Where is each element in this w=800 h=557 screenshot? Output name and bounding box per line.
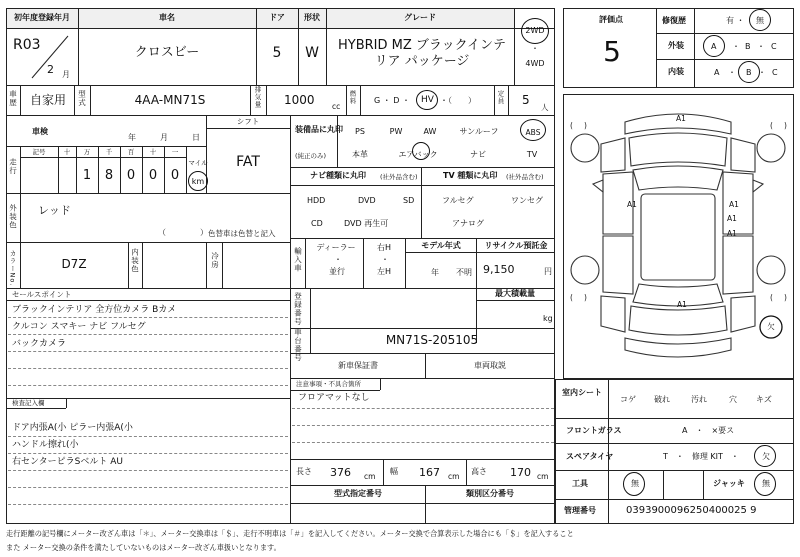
length-unit: cm — [364, 472, 376, 481]
interior-grade-b: B — [746, 68, 752, 77]
recycle-unit: 円 — [544, 267, 552, 276]
mileage-h-3: 千 — [105, 148, 113, 156]
interior-grade-a: A — [714, 68, 720, 77]
equip-abs-circle — [520, 119, 546, 141]
seat-opt-tear: 破れ — [654, 395, 670, 404]
new-car-warranty: 新車保証書 — [338, 361, 378, 370]
diag-mark-rear-bumper: A1 — [677, 300, 687, 309]
import-rh: 右H — [376, 243, 392, 252]
seat-opt-hole: 穴 — [729, 395, 737, 404]
use-label: 車歴 — [8, 90, 18, 107]
spare-selected: 欠 — [762, 452, 770, 461]
inspector-line-2: ハンドル擦れ(小 — [12, 440, 79, 450]
interior-color-label: 内装色 — [130, 248, 140, 274]
exterior-color: レッド — [38, 204, 71, 217]
tv-fullseg: フルセグ — [442, 196, 474, 205]
fuel-circle — [416, 90, 438, 110]
fuel-selected: HV — [421, 95, 434, 105]
name-header: 車名 — [159, 13, 175, 22]
color-note-close: ） — [200, 228, 208, 237]
inspection-label: 車検 — [32, 127, 48, 136]
inspector-line-1: ドア内張A(小 ピラー内張A(小 — [12, 423, 133, 433]
equip-aw: AW — [423, 127, 437, 136]
mileage-h-0: 記号 — [32, 148, 46, 156]
capacity-label: 定員 — [496, 90, 505, 105]
mileage-digit: 8 — [104, 168, 114, 183]
equip-airbag: エアバック — [398, 150, 438, 159]
fuel-options: G ・ D ・ — [374, 96, 410, 105]
insp-year-unit: 年 — [128, 133, 136, 142]
windshield-label: フロントガラス — [566, 426, 622, 435]
navi-dvd: DVD — [358, 196, 376, 205]
equip-label: 装備品に丸印 — [295, 125, 343, 134]
interior-label: 内装 — [668, 67, 684, 76]
diag-paren-lf-close: ) — [584, 121, 587, 130]
import-dealer: ディーラー — [316, 243, 356, 252]
mileage-unit-circle — [188, 171, 208, 191]
model-year-unit: 年 — [431, 268, 439, 277]
navi-cd: CD — [311, 219, 323, 228]
equip-leather: 本革 — [352, 150, 368, 159]
displacement: 1000 — [284, 93, 315, 107]
mileage-digit: 0 — [126, 168, 136, 183]
door-header: ドア — [269, 13, 285, 22]
car-body-diagram — [563, 94, 794, 379]
interior-sep-2: ・ — [758, 68, 766, 77]
exterior-sep-2: ・ — [757, 42, 765, 51]
type-label: 型式 — [77, 90, 87, 107]
sales-line-2: クルコン スマキー ナビ フルセグ — [12, 322, 146, 332]
interior-circle — [738, 61, 760, 83]
max-load-label: 最大積載量 — [495, 289, 535, 298]
score-label: 評価点 — [599, 15, 623, 24]
width: 167 — [419, 466, 440, 479]
equip-airbag-circle — [412, 142, 430, 160]
diag-missing: 欠 — [767, 322, 775, 331]
spare-circle — [754, 445, 776, 467]
exterior-grade-c: C — [771, 42, 777, 51]
footer-line-1: 走行距離の記号欄にメーター改ざん車は「＊」、メーター交換車は「＄」、走行不明車は「＃」を記入してください。メーター交換で合算表示した場合にも「＄」を記入すること — [6, 529, 574, 538]
tv-label: TV 種類に丸印 — [443, 171, 498, 180]
jack-label: ジャッキ — [713, 479, 745, 488]
shift-value: FAT — [236, 154, 260, 170]
mileage-label: 走行 — [8, 158, 18, 175]
reg-year-header: 初年度登録年月 — [14, 13, 70, 22]
shape: W — [305, 45, 319, 61]
capacity: 5 — [522, 93, 530, 107]
diag-mark-left-door: A1 — [627, 200, 637, 209]
diag-mark-left-rear: A1 — [727, 214, 737, 223]
mileage-h-4: 百 — [127, 148, 135, 156]
color-code-label: カラーNo. — [8, 250, 17, 287]
width-unit: cm — [448, 472, 460, 481]
diag-paren-rf-open: ( — [770, 121, 773, 130]
color-label: 外装色 — [8, 204, 18, 230]
model-year-label: モデル年式 — [421, 241, 461, 250]
class-number-label: 類別区分番号 — [466, 489, 514, 498]
diag-paren-rf-close: ) — [784, 121, 787, 130]
diag-paren-lf-open: ( — [570, 121, 573, 130]
import-dot-2: ・ — [381, 255, 389, 264]
equip-abs: ABS — [525, 128, 541, 137]
jack-value: 無 — [762, 479, 770, 488]
mileage-h-1: 十 — [63, 148, 71, 156]
reg-month: 2 — [47, 63, 54, 76]
drive-4wd: 4WD — [525, 59, 545, 68]
use: 自家用 — [30, 93, 67, 107]
fuel-label: 燃料 — [348, 90, 357, 105]
insp-month-unit: 月 — [160, 133, 168, 142]
tools-label: 工具 — [572, 479, 588, 488]
mileage-mile: マイル — [188, 159, 208, 167]
door-count: 5 — [272, 45, 282, 61]
owner-manual: 車両取説 — [474, 361, 506, 370]
equip-sunroof: サンルーフ — [459, 127, 499, 136]
tools-value: 無 — [631, 479, 639, 488]
shape-header: 形状 — [304, 13, 320, 22]
import-label: 輸入車 — [293, 247, 303, 273]
equip-tv: TV — [526, 150, 538, 159]
recycle-fee: 9,150 — [483, 263, 515, 276]
chassis-label: 車台番号 — [293, 328, 303, 362]
diag-mark-roof: A1 — [676, 114, 686, 123]
exterior-grade-a: A — [711, 42, 717, 51]
insp-day-unit: 日 — [192, 133, 200, 142]
tv-analog: アナログ — [452, 219, 484, 228]
car-name: クロスビー — [134, 45, 200, 60]
navi-sd: SD — [403, 196, 415, 205]
color-note: 色替車は色替と記入 — [208, 229, 276, 238]
length-label: 長さ — [296, 467, 312, 476]
exterior-sep-1: ・ — [732, 42, 740, 51]
control-number: 0393900096250400025 9 — [626, 505, 757, 516]
equip-pw: PW — [389, 127, 403, 136]
mileage-h-5: 十 — [149, 148, 157, 156]
mileage-h-2: 万 — [83, 148, 91, 156]
tv-oneseg: ワンセグ — [511, 196, 543, 205]
height: 170 — [510, 466, 531, 479]
drive-2wd-circle — [521, 18, 549, 44]
navi-dvd-play: DVD 再生可 — [344, 219, 389, 228]
grade: HYBRID MZ ブラックインテリア パッケージ — [338, 38, 506, 69]
equip-navi: ナビ — [470, 150, 486, 159]
diag-paren-lr-open: ( — [570, 293, 573, 302]
color-code: D7Z — [61, 257, 87, 271]
inspector-line-3: 右センターピラSベルト AU — [12, 457, 123, 467]
tv-sub: (社外品含む) — [506, 173, 544, 181]
repair-label: 修復歴 — [662, 16, 686, 25]
diag-mark-right-rear: A1 — [727, 229, 737, 238]
navi-sub: (社外品含む) — [380, 173, 418, 181]
diag-paren-rr-open: ( — [770, 293, 773, 302]
exterior-grade-b: B — [745, 42, 751, 51]
drive-2wd: 2WD — [525, 26, 545, 35]
length: 376 — [330, 466, 351, 479]
grade-header: グレード — [404, 13, 436, 22]
disp-unit: cc — [332, 102, 341, 111]
mileage-digit: 1 — [82, 168, 92, 183]
mileage-h-6: 一 — [171, 148, 179, 156]
fuel-other: ・（ ） — [440, 96, 476, 105]
import-parallel: 並行 — [329, 267, 345, 276]
import-lh: 左H — [376, 267, 392, 276]
import-dot: ・ — [334, 255, 342, 264]
diag-paren-lr-close: ) — [584, 293, 587, 302]
tools-circle — [623, 472, 645, 496]
interior-grade-c: C — [772, 68, 778, 77]
navi-hdd: HDD — [307, 196, 326, 205]
equip-sub: (純正のみ) — [295, 152, 327, 160]
mileage-digit: 0 — [170, 168, 180, 183]
drive-dot: ・ — [531, 44, 539, 53]
notes-line-1: フロアマットなし — [298, 393, 370, 403]
exterior-label: 外装 — [668, 41, 684, 50]
score-value: 5 — [603, 35, 621, 68]
diag-paren-rr-close: ) — [784, 293, 787, 302]
color-note-open: （ — [158, 228, 166, 237]
spare-label: スペアタイヤ — [566, 452, 614, 461]
diag-mark-right-door: A1 — [729, 200, 739, 209]
control-label: 管理番号 — [564, 506, 596, 515]
seat-opt-dirt: 汚れ — [691, 395, 707, 404]
width-label: 幅 — [390, 467, 398, 476]
recycle-label: リサイクル預託金 — [484, 241, 548, 250]
equip-ps: PS — [355, 127, 365, 136]
repair-yes: 有 ・ — [726, 16, 745, 25]
model-year-unknown: 不明 — [456, 268, 472, 277]
seat-opt-scratch: キズ — [756, 395, 772, 404]
repair-no: 無 — [756, 16, 764, 25]
capacity-unit: 人 — [541, 103, 549, 112]
sales-line-1: ブラックインテリア 全方位カメラ Bカメ — [12, 305, 177, 315]
exterior-circle — [703, 35, 725, 57]
seat-label: 室内シート — [562, 388, 602, 397]
notes-label: 注意事項・不具合箇所 — [296, 380, 361, 388]
chassis-number: MN71S-205105 — [385, 333, 479, 347]
spare-options: T ・ 修理 KIT ・ — [663, 452, 739, 461]
reg-month-unit: 月 — [62, 70, 70, 79]
max-load-unit: kg — [543, 314, 553, 323]
mileage-unit: km — [191, 177, 205, 186]
footer-line-2: また メーター交換の条件を満たしていないものはメーター改ざん車扱いとなります。 — [6, 543, 281, 552]
mileage-digit: 0 — [148, 168, 158, 183]
windshield-options: A ・ ×要ス — [682, 426, 735, 435]
inspector-label: 検査記入欄 — [12, 399, 45, 407]
height-label: 高さ — [471, 467, 487, 476]
shift-label: シフト — [236, 117, 260, 126]
navi-label: ナビ種類に丸印 — [310, 171, 366, 180]
seat-opt-burn: コゲ — [620, 395, 636, 404]
height-unit: cm — [537, 472, 549, 481]
reg-number-label: 登録番号 — [293, 292, 303, 326]
repair-circle — [749, 9, 771, 31]
sales-point-label: セールスポイント — [12, 290, 72, 299]
model-type: 4AA-MN71S — [134, 93, 206, 107]
disp-label: 排気量 — [253, 86, 262, 109]
type-designation-label: 型式指定番号 — [334, 489, 382, 498]
reg-year: R03 — [13, 37, 41, 53]
interior-sep-1: ・ — [728, 68, 736, 77]
sales-line-3: バックカメラ — [12, 339, 67, 349]
jack-circle — [754, 472, 776, 496]
ac-label: 冷房 — [210, 252, 220, 269]
